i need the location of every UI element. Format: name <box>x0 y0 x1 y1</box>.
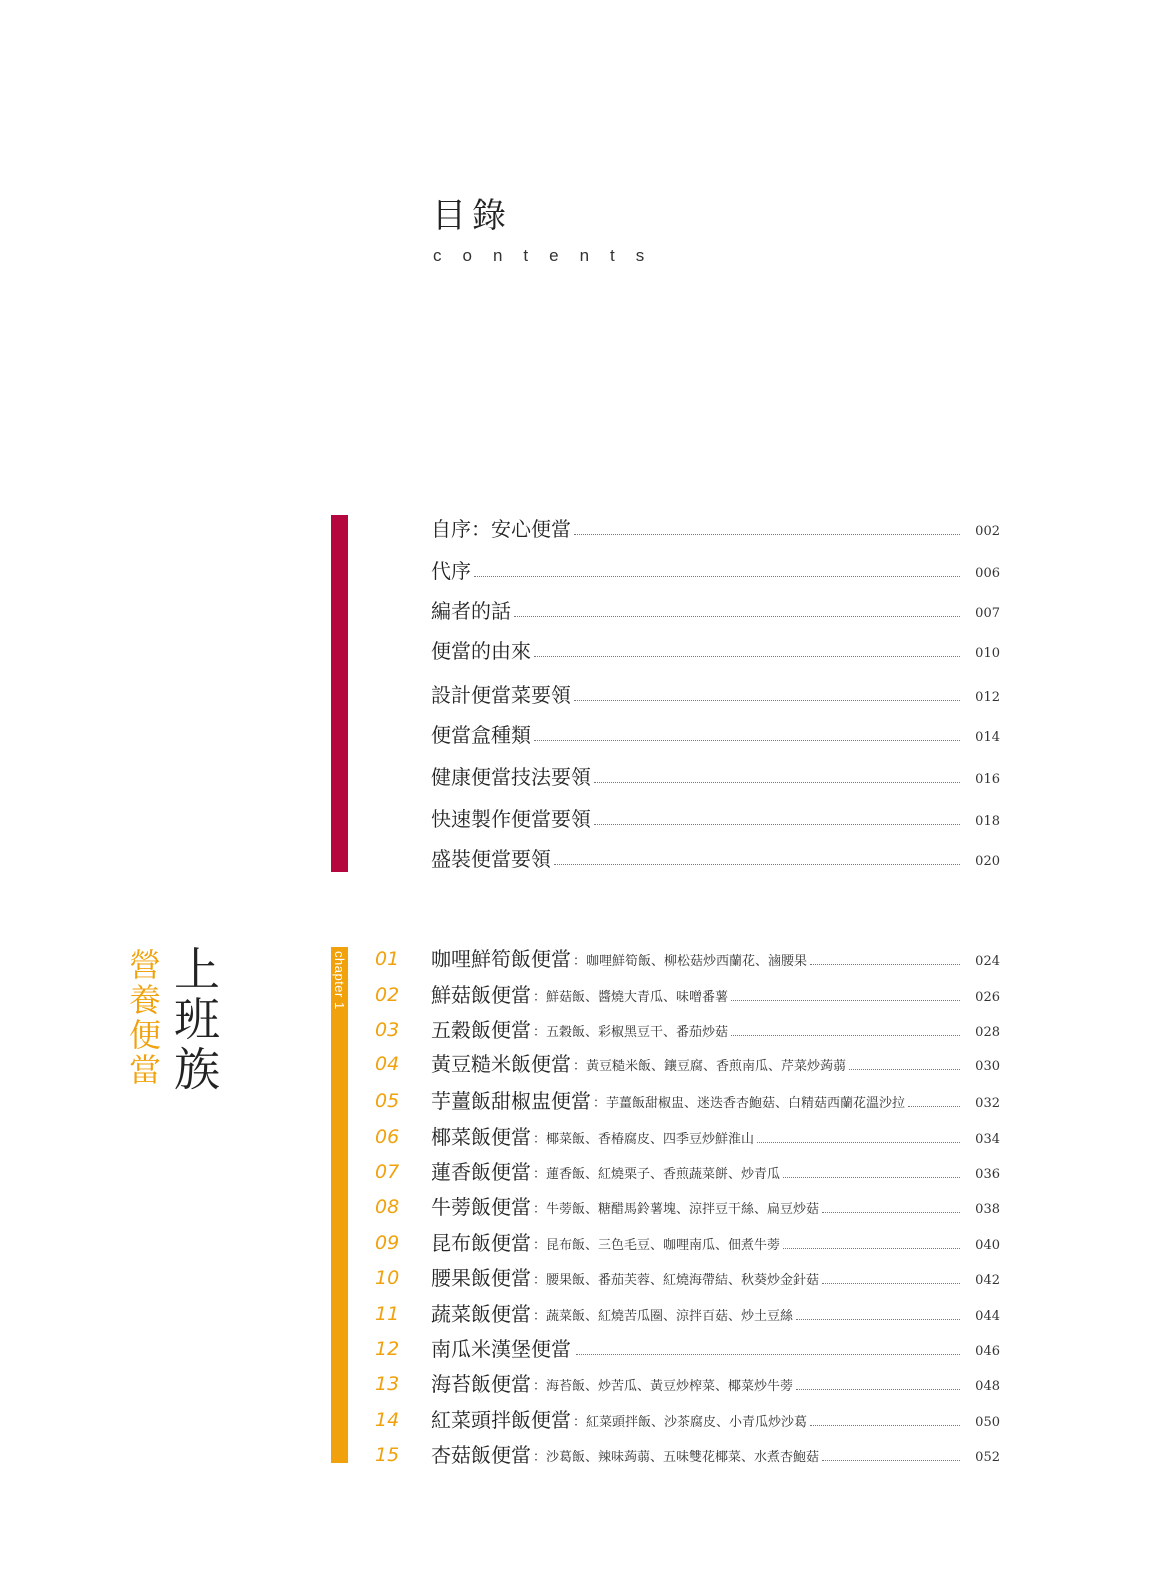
entry-title: 黃豆糙米飯便當 <box>431 1052 571 1076</box>
entry-text <box>431 598 964 624</box>
entry-title: 蓮香飯便當 <box>431 1160 531 1184</box>
entry-page-number: 044 <box>975 1309 1000 1324</box>
entry-title: 自序：安心便當 <box>431 517 571 541</box>
entry-description: ：黃豆糙米飯、鑲豆腐、香煎南瓜、芹菜炒蒟蒻 <box>573 1059 847 1074</box>
entry-text <box>431 682 964 708</box>
toc-entry <box>375 1261 1000 1291</box>
entry-text <box>431 764 964 790</box>
dot-leader <box>574 534 960 535</box>
entry-page-number: 012 <box>975 690 1000 705</box>
entry-page-number: 010 <box>975 646 1000 661</box>
intro-section-bar <box>331 515 348 872</box>
toc-entry <box>375 1120 1000 1150</box>
dot-leader <box>731 1000 960 1001</box>
entry-text <box>431 1124 964 1150</box>
entry-title: 健康便當技法要領 <box>431 765 591 789</box>
entry-description: ：紅菜頭拌飯、沙茶腐皮、小青瓜炒沙葛 <box>573 1415 808 1430</box>
entry-text <box>431 1088 964 1114</box>
chapter1-title: 上班族 <box>167 945 221 1095</box>
dot-leader <box>810 1425 960 1426</box>
entry-number: 13 <box>375 1373 400 1395</box>
toc-entry <box>375 1297 1000 1327</box>
entry-number: 01 <box>375 948 400 970</box>
dot-leader <box>514 616 960 617</box>
dot-leader <box>534 656 960 657</box>
dot-leader <box>554 864 960 865</box>
toc-entry <box>375 802 1000 832</box>
entry-title: 盛裝便當要領 <box>431 847 551 871</box>
entry-text <box>431 1407 964 1433</box>
entry-page-number: 032 <box>975 1096 1000 1111</box>
entry-page-number: 020 <box>975 854 1000 869</box>
entry-title: 代序 <box>431 559 471 583</box>
dot-leader <box>576 1354 960 1355</box>
entry-page-number: 048 <box>975 1379 1000 1394</box>
toc-entry <box>375 1367 1000 1397</box>
toc-entry <box>375 978 1000 1008</box>
entry-title: 蔬菜飯便當 <box>431 1302 531 1326</box>
entry-description: ：咖哩鮮筍飯、柳松菇炒西蘭花、滷腰果 <box>573 954 808 969</box>
dot-leader <box>796 1319 960 1320</box>
entry-text <box>431 846 964 872</box>
entry-title: 便當盒種類 <box>431 723 531 747</box>
dot-leader <box>783 1177 960 1178</box>
toc-entry <box>375 1190 1000 1220</box>
entry-description: ：牛蒡飯、糖醋馬鈴薯塊、涼拌豆干絲、扁豆炒菇 <box>533 1202 820 1217</box>
entry-title: 咖哩鮮筍飯便當 <box>431 947 571 971</box>
entry-number: 04 <box>375 1053 400 1075</box>
entry-number: 08 <box>375 1196 400 1218</box>
entry-page-number: 006 <box>975 566 1000 581</box>
entry-page-number: 052 <box>975 1450 1000 1465</box>
entry-title: 快速製作便當要領 <box>431 807 591 831</box>
toc-entry <box>375 678 1000 708</box>
dot-leader <box>810 964 960 965</box>
toc-entry <box>375 1226 1000 1256</box>
entry-description: ：昆布飯、三色毛豆、咖哩南瓜、佃煮牛蒡 <box>533 1238 781 1253</box>
entry-text <box>431 1017 964 1043</box>
entry-title: 便當的由來 <box>431 639 531 663</box>
entry-text <box>431 982 964 1008</box>
entry-title: 腰果飯便當 <box>431 1266 531 1290</box>
chapter1-label: chapter 1 <box>332 951 347 1010</box>
toc-entry <box>375 760 1000 790</box>
entry-title: 杏菇飯便當 <box>431 1443 531 1467</box>
entry-number: 12 <box>375 1338 400 1360</box>
dot-leader <box>822 1212 960 1213</box>
toc-entry <box>375 1332 1000 1362</box>
dot-leader <box>822 1460 960 1461</box>
entry-number: 15 <box>375 1444 400 1466</box>
entry-page-number: 014 <box>975 730 1000 745</box>
dot-leader <box>783 1248 960 1249</box>
entry-title: 編者的話 <box>431 599 511 623</box>
entry-page-number: 030 <box>975 1059 1000 1074</box>
entry-description: ：沙葛飯、辣味蒟蒻、五味雙花椰菜、水煮杏鮑菇 <box>533 1450 820 1465</box>
entry-number: 02 <box>375 984 400 1006</box>
entry-description: ：芋薑飯甜椒盅、迷迭香杏鮑菇、白精菇西蘭花溫沙拉 <box>593 1096 906 1111</box>
entry-number: 10 <box>375 1267 400 1289</box>
entry-title: 南瓜米漢堡便當 <box>431 1337 571 1361</box>
dot-leader <box>822 1283 960 1284</box>
entry-number: 11 <box>375 1303 400 1325</box>
entry-text <box>431 638 964 664</box>
entry-text <box>431 1230 964 1256</box>
entry-page-number: 028 <box>975 1025 1000 1040</box>
toc-entry <box>375 1438 1000 1468</box>
entry-title: 鮮菇飯便當 <box>431 983 531 1007</box>
entry-title: 芋薑飯甜椒盅便當 <box>431 1089 591 1113</box>
entry-number: 06 <box>375 1126 400 1148</box>
toc-title: 目錄 <box>432 196 512 236</box>
entry-description: ：椰菜飯、香椿腐皮、四季豆炒鮮淮山 <box>533 1132 755 1147</box>
toc-entry <box>375 842 1000 872</box>
entry-page-number: 036 <box>975 1167 1000 1182</box>
entry-page-number: 002 <box>975 524 1000 539</box>
entry-text <box>431 1442 964 1468</box>
entry-page-number: 038 <box>975 1202 1000 1217</box>
entry-description: ：海苔飯、炒苦瓜、黃豆炒榨菜、椰菜炒牛蒡 <box>533 1379 794 1394</box>
entry-text <box>431 1051 964 1077</box>
chapter1-subtitle: 營養便當 <box>124 948 162 1088</box>
entry-text <box>431 1336 964 1362</box>
entry-number: 14 <box>375 1409 400 1431</box>
entry-title: 紅菜頭拌飯便當 <box>431 1408 571 1432</box>
toc-entry <box>375 512 1000 542</box>
entry-title: 五穀飯便當 <box>431 1018 531 1042</box>
entry-text <box>431 558 964 584</box>
entry-page-number: 018 <box>975 814 1000 829</box>
entry-description: ：鮮菇飯、醬燒大青瓜、味噌番薯 <box>533 990 729 1005</box>
toc-entry <box>375 1013 1000 1043</box>
entry-text <box>431 1159 964 1185</box>
entry-page-number: 046 <box>975 1344 1000 1359</box>
entry-title: 設計便當菜要領 <box>431 683 571 707</box>
entry-text <box>431 1265 964 1291</box>
toc-entry <box>375 1047 1000 1077</box>
entry-number: 03 <box>375 1019 400 1041</box>
dot-leader <box>594 782 960 783</box>
toc-entry <box>375 1084 1000 1114</box>
toc-entry <box>375 634 1000 664</box>
entry-number: 09 <box>375 1232 400 1254</box>
entry-page-number: 026 <box>975 990 1000 1005</box>
entry-title: 牛蒡飯便當 <box>431 1195 531 1219</box>
dot-leader <box>474 576 960 577</box>
entry-page-number: 040 <box>975 1238 1000 1253</box>
dot-leader <box>731 1035 960 1036</box>
entry-text <box>431 1194 964 1220</box>
entry-number: 07 <box>375 1161 400 1183</box>
entry-title: 海苔飯便當 <box>431 1372 531 1396</box>
dot-leader <box>594 824 960 825</box>
toc-entry <box>375 1155 1000 1185</box>
entry-page-number: 007 <box>975 606 1000 621</box>
entry-description: ：腰果飯、番茄芙蓉、紅燒海帶結、秋葵炒金針菇 <box>533 1273 820 1288</box>
entry-page-number: 024 <box>975 954 1000 969</box>
entry-page-number: 016 <box>975 772 1000 787</box>
entry-description: ：五穀飯、彩椒黑豆干、番茄炒菇 <box>533 1025 729 1040</box>
entry-description: ：蓮香飯、紅燒栗子、香煎蔬菜餅、炒青瓜 <box>533 1167 781 1182</box>
dot-leader <box>757 1142 960 1143</box>
entry-title: 椰菜飯便當 <box>431 1125 531 1149</box>
toc-entry <box>375 942 1000 972</box>
toc-subtitle: contents <box>433 246 666 265</box>
entry-page-number: 042 <box>975 1273 1000 1288</box>
toc-entry <box>375 554 1000 584</box>
toc-entry <box>375 718 1000 748</box>
entry-text <box>431 516 964 542</box>
dot-leader <box>908 1106 960 1107</box>
entry-text <box>431 806 964 832</box>
entry-text <box>431 946 964 972</box>
entry-page-number: 034 <box>975 1132 1000 1147</box>
chapter1-section-bar <box>331 947 348 1463</box>
toc-entry <box>375 1403 1000 1433</box>
entry-number: 05 <box>375 1090 400 1112</box>
entry-text <box>431 1301 964 1327</box>
dot-leader <box>574 700 960 701</box>
dot-leader <box>849 1069 960 1070</box>
entry-text <box>431 1371 964 1397</box>
entry-description: ：蔬菜飯、紅燒苦瓜圈、涼拌百菇、炒土豆絲 <box>533 1309 794 1324</box>
entry-page-number: 050 <box>975 1415 1000 1430</box>
entry-text <box>431 722 964 748</box>
entry-title: 昆布飯便當 <box>431 1231 531 1255</box>
toc-entry <box>375 594 1000 624</box>
dot-leader <box>534 740 960 741</box>
dot-leader <box>796 1389 960 1390</box>
